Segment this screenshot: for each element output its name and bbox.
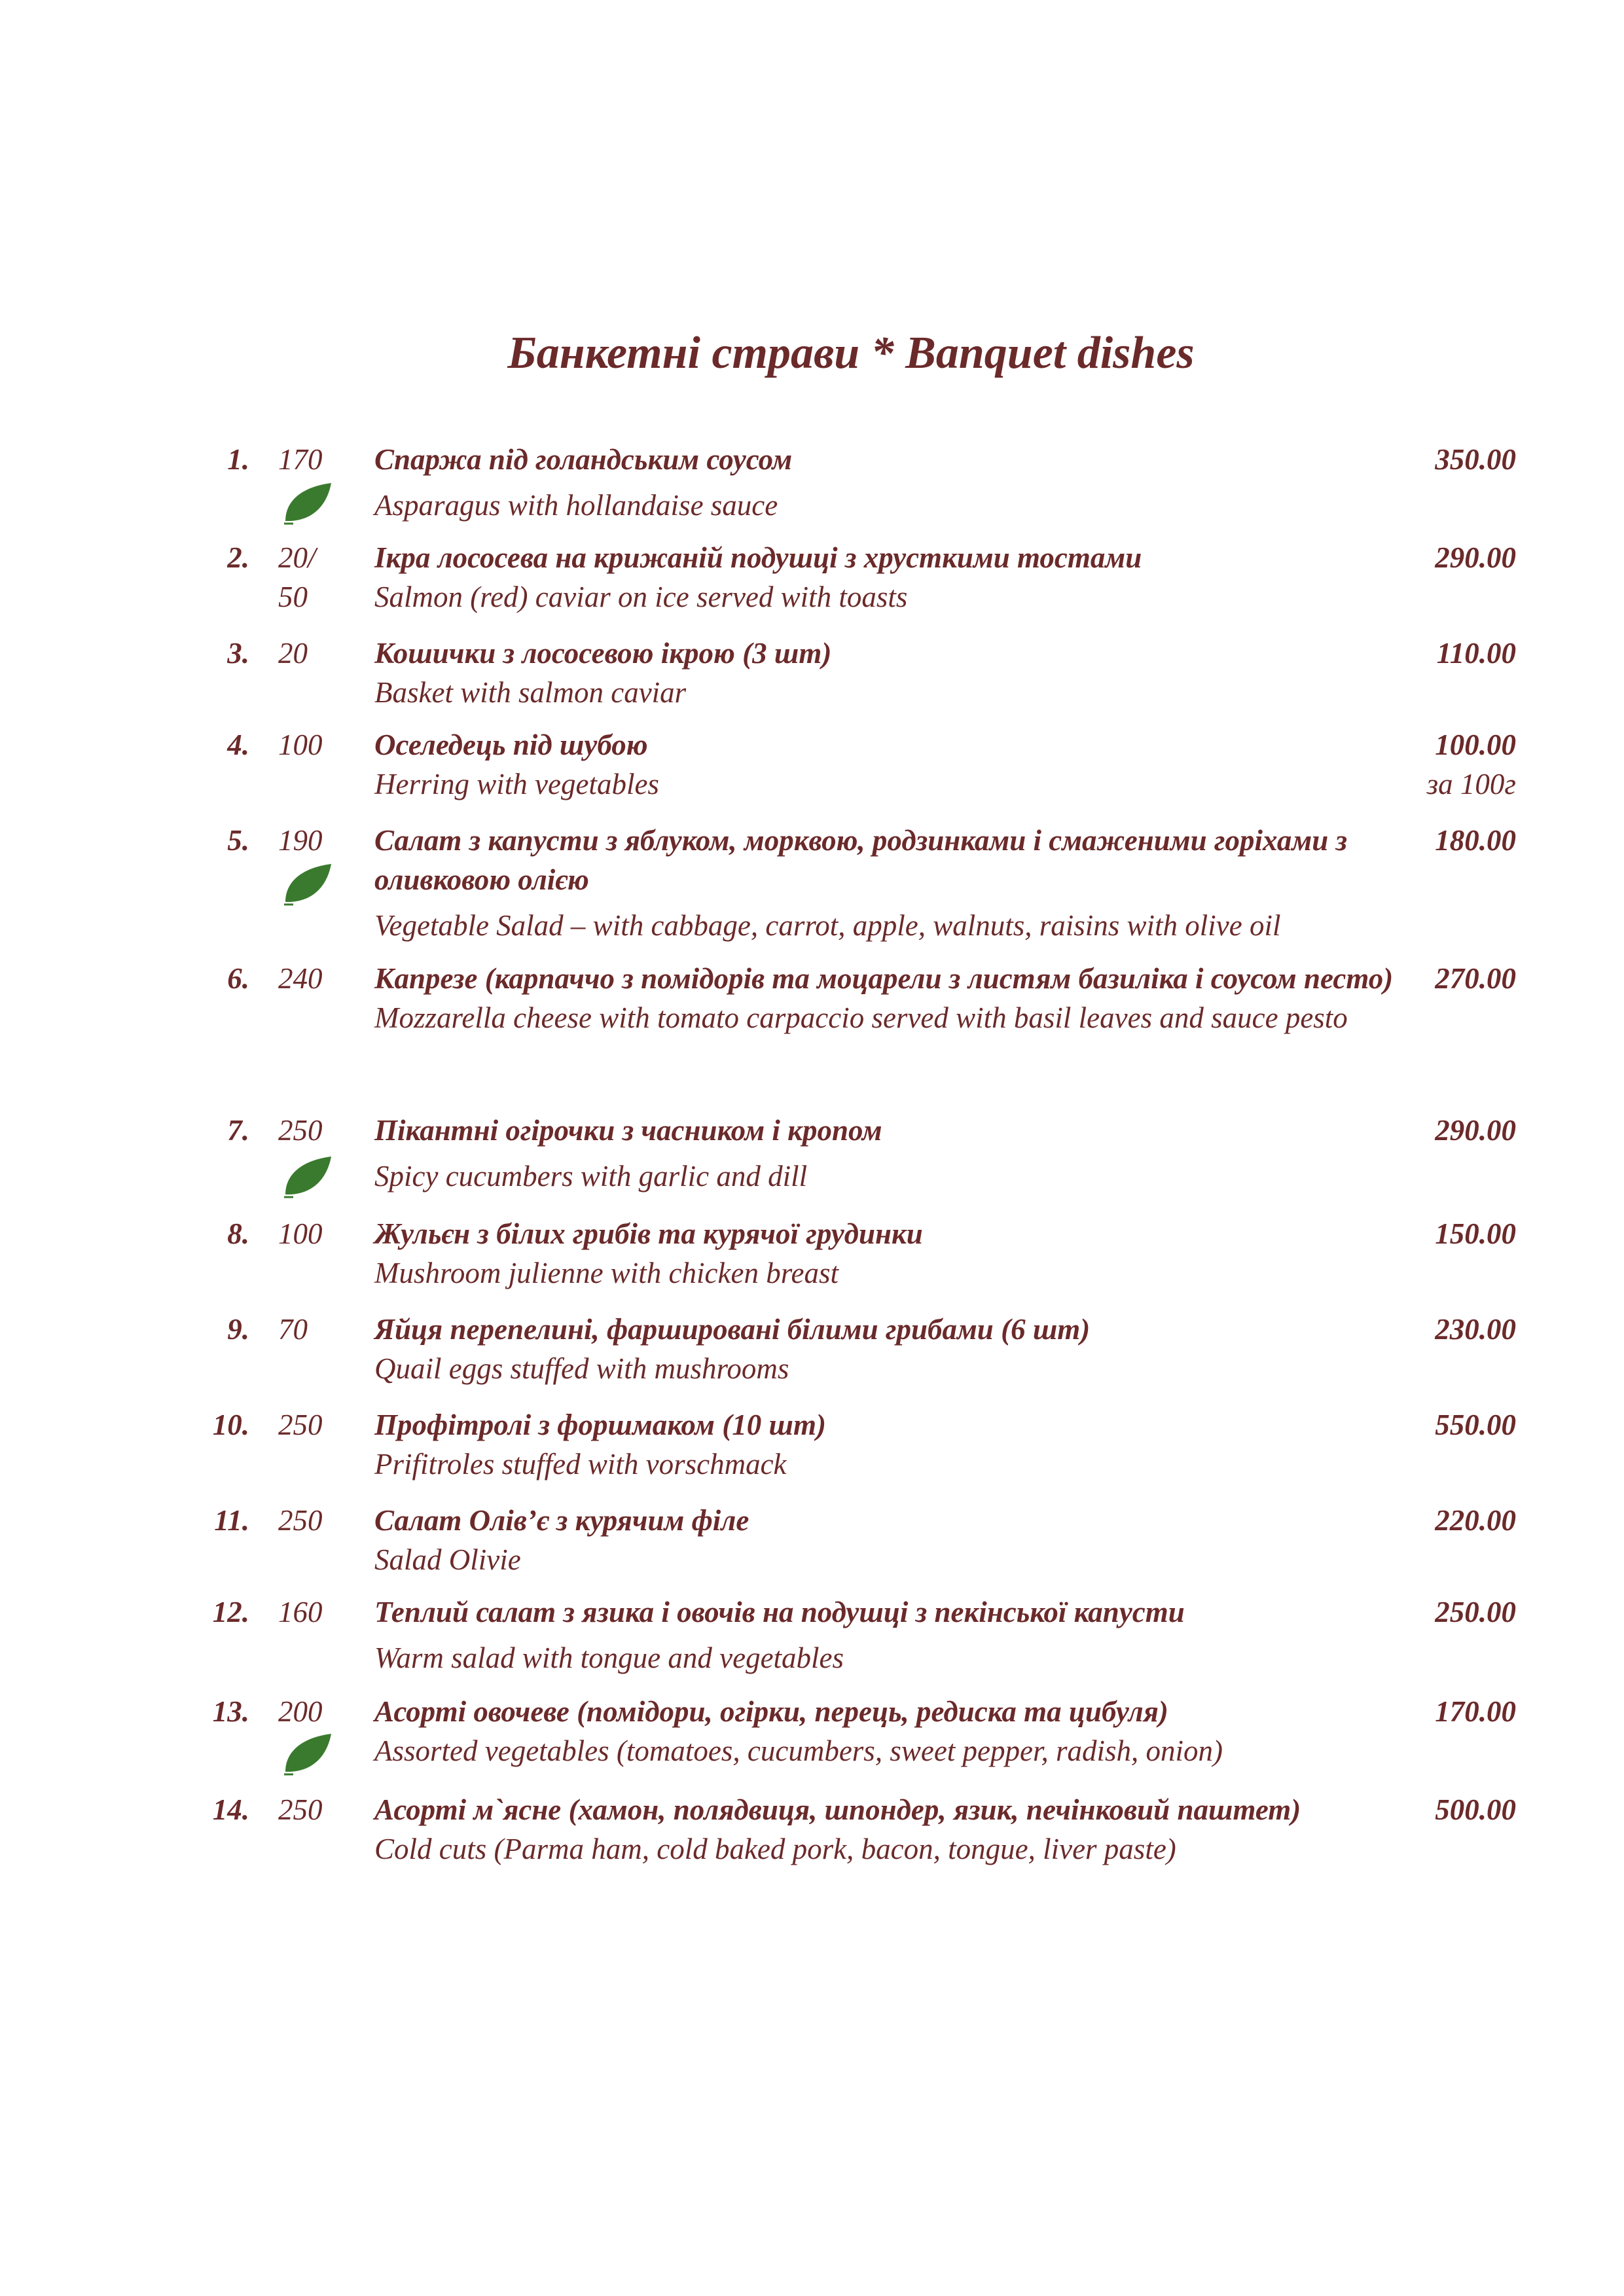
item-description: Mushroom julienne with chicken breast <box>374 1257 839 1289</box>
item-description: Vegetable Salad – with cabbage, carrot, apple, walnuts, raisins with olive oil <box>374 909 1281 942</box>
item-weight: 250 <box>278 1793 323 1826</box>
item-weight: 250 <box>278 1504 323 1537</box>
leaf-icon <box>281 482 334 525</box>
item-name: Профітролі з форшмаком (10 шт) <box>374 1408 826 1441</box>
item-price: 220.00 <box>1435 1504 1516 1537</box>
item-price: 110.00 <box>1436 637 1516 670</box>
item-price: 170.00 <box>1435 1695 1516 1728</box>
item-weight: 70 <box>278 1313 308 1346</box>
item-weight: 250 <box>278 1114 323 1147</box>
page-title: Банкетні страви * Banquet dishes <box>507 328 1195 378</box>
item-price: 150.00 <box>1435 1217 1516 1250</box>
item-number: 13. <box>212 1695 249 1728</box>
item-description: Herring with vegetables <box>374 768 659 800</box>
item-number: 2. <box>227 541 249 574</box>
item-weight-line-1: 20/ <box>278 541 316 574</box>
item-description: Asparagus with hollandaise sauce <box>374 489 778 522</box>
item-description: Salmon (red) caviar on ice served with toasts <box>374 581 908 613</box>
leaf-icon <box>281 1155 334 1198</box>
item-weight: 250 <box>278 1408 323 1441</box>
item-name: Капрезе (карпаччо з помідорів та моцарели з листям базиліка і соусом песто) <box>374 962 1394 995</box>
item-weight: 160 <box>278 1596 323 1628</box>
item-number: 10. <box>212 1408 249 1441</box>
item-number: 6. <box>227 962 249 995</box>
item-description: Basket with salmon caviar <box>374 676 687 709</box>
item-weight <box>278 538 357 617</box>
item-price: 500.00 <box>1435 1793 1516 1826</box>
item-number: 7. <box>227 1114 249 1147</box>
item-number: 5. <box>227 824 249 857</box>
item-weight: 190 <box>278 824 323 857</box>
item-weight: 100 <box>278 1217 323 1250</box>
item-name: Кошички з лососевою ікрою (3 шт) <box>374 637 832 670</box>
item-number: 11. <box>214 1504 249 1537</box>
item-weight: 240 <box>278 962 323 995</box>
item-number: 4. <box>227 728 249 761</box>
item-price: 290.00 <box>1435 1114 1516 1147</box>
item-name: Яйця перепелині, фаршировані білими грибами (6 шт) <box>374 1313 1091 1346</box>
item-description: Spicy cucumbers with garlic and dill <box>374 1160 808 1193</box>
item-number: 3. <box>227 637 249 670</box>
item-price: 250.00 <box>1435 1596 1516 1628</box>
item-price: 290.00 <box>1435 541 1516 574</box>
item-description: Quail eggs stuffed with mushrooms <box>374 1352 789 1385</box>
item-name: Спаржа під голандським соусом <box>374 443 793 476</box>
item-description: Mozzarella cheese with tomato carpaccio served with basil leaves and sauce pesto <box>374 1001 1348 1034</box>
item-weight: 200 <box>278 1695 323 1728</box>
item-number: 9. <box>227 1313 249 1346</box>
item-number: 12. <box>212 1596 249 1628</box>
leaf-icon <box>281 1732 334 1776</box>
item-price: 100.00 <box>1435 728 1516 761</box>
item-description: Warm salad with tongue and vegetables <box>374 1641 844 1674</box>
price-unit-note: за 100г <box>1426 768 1516 800</box>
item-weight: 20 <box>278 637 308 670</box>
item-price: 350.00 <box>1435 443 1516 476</box>
item-name: Теплий салат з язика і овочів на подушці з пекінської капусти <box>374 1596 1185 1628</box>
item-description: Salad Olivie <box>374 1543 521 1576</box>
item-price: 270.00 <box>1435 962 1516 995</box>
item-weight: 170 <box>278 443 323 476</box>
item-number: 8. <box>227 1217 249 1250</box>
item-price: 180.00 <box>1435 824 1516 857</box>
item-name: Асорті овочеве (помідори, огірки, перець, редиска та цибуля) <box>374 1695 1168 1728</box>
item-name: Оселедець під шубою <box>374 728 648 761</box>
item-price: 550.00 <box>1435 1408 1516 1441</box>
item-weight: 100 <box>278 728 323 761</box>
item-name: Жульєн з білих грибів та курячої грудинки <box>374 1217 923 1250</box>
item-description: Assorted vegetables (tomatoes, cucumbers, sweet pepper, radish, onion) <box>374 1734 1223 1767</box>
item-name: Салат Олів’є з курячим філе <box>374 1504 749 1537</box>
item-price: 230.00 <box>1435 1313 1516 1346</box>
item-weight-line-2: 50 <box>278 581 308 613</box>
item-name: Асорті м`ясне (хамон, полядвиця, шпондер, язик, печінковий паштет) <box>374 1793 1301 1826</box>
leaf-icon <box>281 863 334 906</box>
item-description: Cold cuts (Parma ham, cold baked pork, bacon, tongue, liver paste) <box>374 1833 1176 1865</box>
item-name: Салат з капусти з яблуком, морквою, родзинками і смаженими горіхами з оливковою олією <box>374 824 1348 896</box>
item-description: Prifitroles stuffed with vorschmack <box>374 1448 787 1480</box>
item-name: Ікра лососева на крижаній подушці з хрусткими тостами <box>374 541 1142 574</box>
item-name: Пікантні огірочки з часником і кропом <box>374 1114 882 1147</box>
item-number: 1. <box>227 443 249 476</box>
item-number: 14. <box>212 1793 249 1826</box>
